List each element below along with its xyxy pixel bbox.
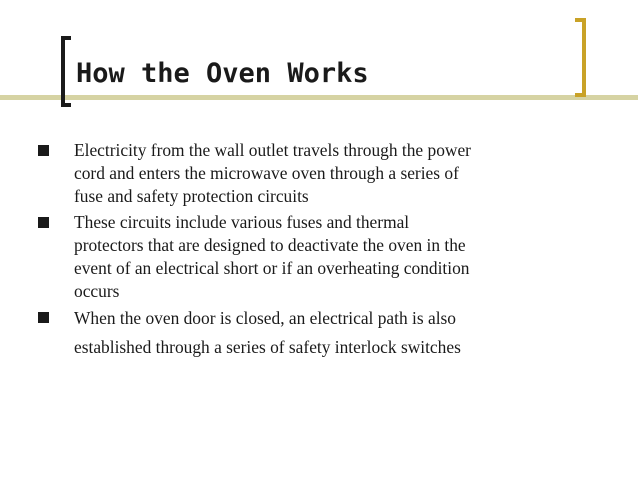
bullet-item-1 <box>38 139 578 208</box>
bullet-line: These circuits include various fuses and thermal <box>74 212 410 232</box>
bullet-line: event of an electrical short or if an overheating condition <box>74 258 470 278</box>
bullet-line: protectors that are designed to deactivate the oven in the <box>74 235 466 255</box>
square-bullet-icon <box>38 312 49 323</box>
bullet-list <box>38 139 578 365</box>
bullet-line: occurs <box>74 281 120 301</box>
bullet-item-3 <box>38 304 578 362</box>
slide-title: How the Oven Works <box>76 58 369 89</box>
bullet-line: Electricity from the wall outlet travels through the power <box>74 140 471 160</box>
bullet-line: cord and enters the microwave oven through a series of <box>74 163 459 183</box>
left-bracket-decoration <box>61 36 71 107</box>
bullet-item-2 <box>38 211 578 303</box>
right-bracket-decoration <box>575 18 586 97</box>
square-bullet-icon <box>38 217 49 228</box>
bullet-line: established through a series of safety interlock switches <box>74 337 461 357</box>
bullet-line: When the oven door is closed, an electrical path is also <box>74 308 456 328</box>
title-underline-band <box>0 95 638 100</box>
square-bullet-icon <box>38 145 49 156</box>
bullet-line: fuse and safety protection circuits <box>74 186 309 206</box>
